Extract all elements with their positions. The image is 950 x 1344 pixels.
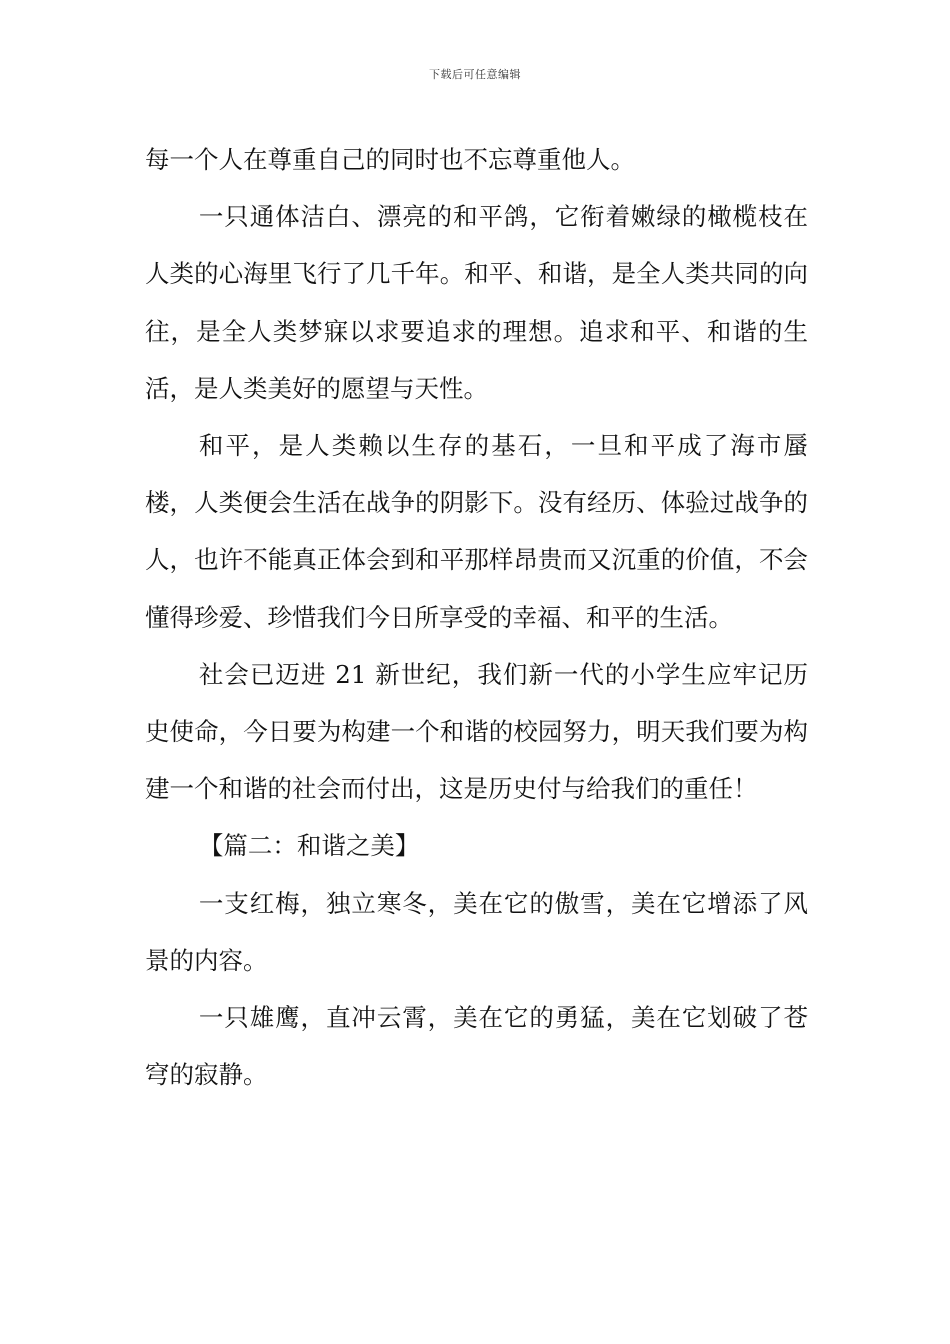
document-body [145,131,808,1103]
paragraph: 和平，是人类赖以生存的基石，一旦和平成了海市蜃楼，人类便会生活在战争的阴影下。没有经历、体验过战争的人，也许不能真正体会到和平那样昂贵而又沉重的价值，不会懂得珍爱、珍惜我们今日所享受的幸福、和平的生活。 [145,431,808,632]
section-heading: 【篇二：和谐之美】 [198,831,420,861]
paragraph: 一支红梅，独立寒冬，美在它的傲雪，美在它增添了风景的内容。 [145,888,808,975]
paragraph: 社会已迈进 21 新世纪，我们新一代的小学生应牢记历史使命，今日要为构建一个和谐的校园努力，明天我们要为构建一个和谐的社会而付出，这是历史付与给我们的重任！ [145,659,808,804]
paragraph: 一只通体洁白、漂亮的和平鸽，它衔着嫩绿的橄榄枝在人类的心海里飞行了几千年。和平、和谐，是全人类共同的向往，是全人类梦寐以求要追求的理想。追求和平、和谐的生活，是人类美好的愿望与天性。 [145,202,808,403]
page-header-note: 下载后可任意编辑 [429,68,521,81]
paragraph: 每一个人在尊重自己的同时也不忘尊重他人。 [145,145,635,174]
paragraph: 一只雄鹰，直冲云霄，美在它的勇猛，美在它划破了苍穹的寂静。 [145,1003,808,1090]
